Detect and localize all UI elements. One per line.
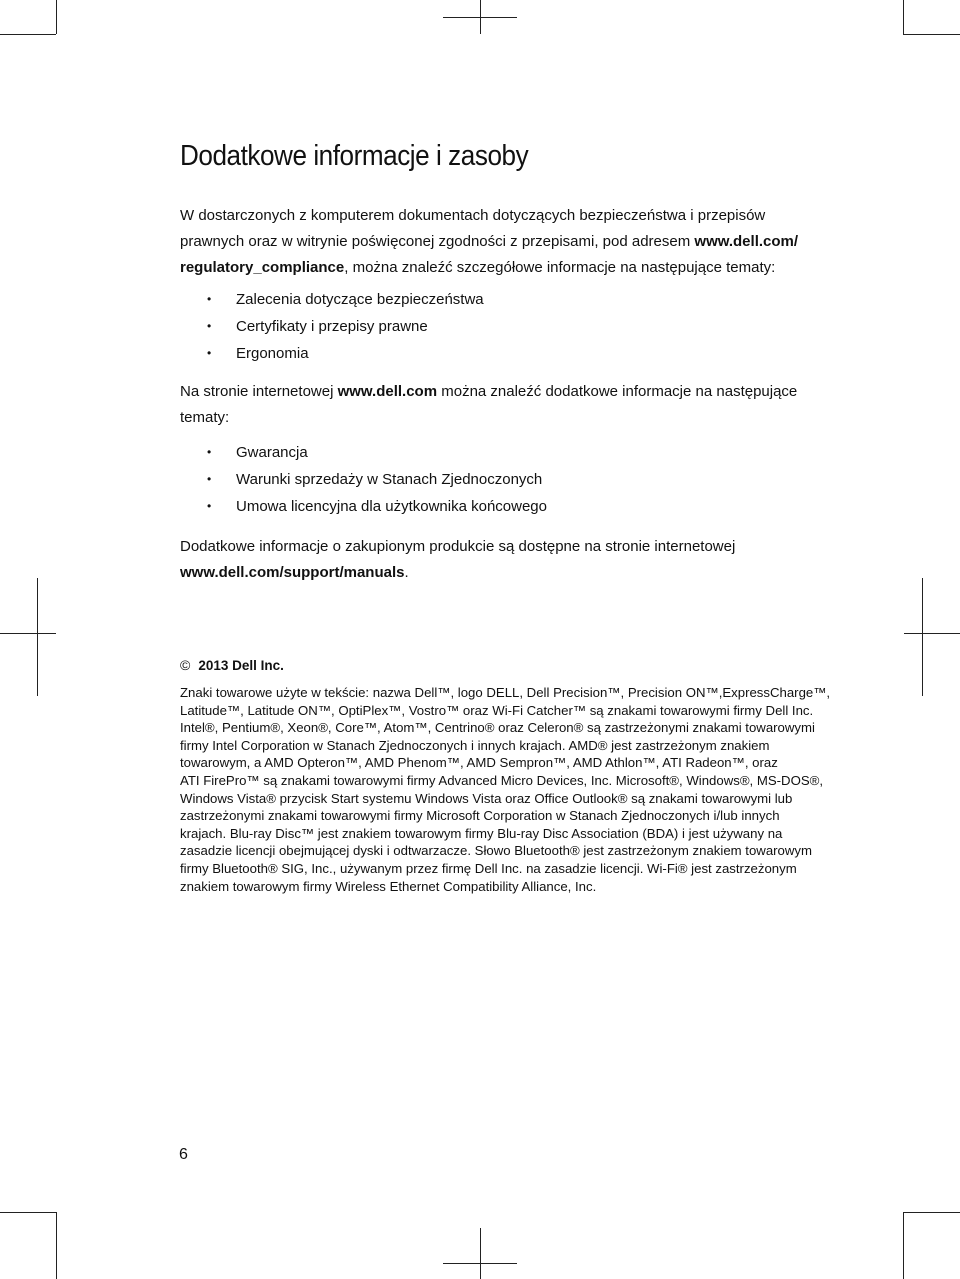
crop-mark <box>443 1263 517 1264</box>
crop-mark <box>0 1212 56 1213</box>
crop-mark <box>903 0 904 34</box>
paragraph-line: Dodatkowe informacje o zakupionym produkcie są dostępne na stronie internetowej <box>180 538 736 555</box>
intro-line: prawnych oraz w witrynie poświęconej zgodności z przepisami, pod adresem www.dell.com/ <box>180 233 799 250</box>
list-item: • Gwarancja <box>0 439 700 466</box>
list-item: • Umowa licencyjna dla użytkownika końcowego <box>0 493 700 520</box>
crop-mark <box>903 1212 904 1279</box>
crop-mark <box>480 1228 481 1279</box>
crop-mark <box>903 1212 960 1213</box>
list-item: • Warunki sprzedaży w Stanach Zjednoczonych <box>0 466 700 493</box>
intro-paragraph <box>180 203 820 281</box>
crop-mark <box>922 578 923 696</box>
intro-line: regulatory_compliance, można znaleźć szczegółowe informacje na następujące tematy: <box>180 259 776 276</box>
trademark-line: zasadzie licencji obejmującej dyski i odtwarzacze. Słowo Bluetooth® jest zastrzeżonym znakiem towarowym <box>180 843 812 859</box>
manuals-link[interactable]: www.dell.com/support/manuals <box>180 564 405 581</box>
copyright-icon: © <box>180 657 191 673</box>
trademark-line: ATI FirePro™ są znakami towarowymi firmy Advanced Micro Devices, Inc. Microsoft®, Windows®, MS-DOS®, <box>180 772 823 788</box>
trademark-line: krajach. Blu-ray Disc™ jest znakiem towarowym firmy Blu-ray Disc Association (BDA) i jest używany na <box>180 825 783 841</box>
bullet-icon: • <box>207 346 212 360</box>
trademark-line: towarowym, a AMD Opteron™, AMD Phenom™, AMD Sempron™, AMD Athlon™, ATI Radeon™, oraz <box>180 755 778 771</box>
crop-mark <box>903 34 960 35</box>
copyright-text: 2013 Dell Inc. <box>198 658 284 673</box>
dell-site-paragraph <box>180 379 820 431</box>
regulatory-link[interactable]: regulatory_compliance <box>180 259 345 276</box>
copyright <box>180 657 284 673</box>
bullet-icon: • <box>207 499 212 513</box>
trademark-line: firmy Intel Corporation w Stanach Zjednoczonych i innych krajach. AMD® jest zastrzeżonym znakiem <box>180 737 770 753</box>
list-item: • Zalecenia dotyczące bezpieczeństwa <box>0 286 700 313</box>
trademark-line: Latitude™, Latitude ON™, OptiPlex™, Vostro™ oraz Wi-Fi Catcher™ są znakami towarowymi firmy Dell Inc. <box>180 702 814 718</box>
bullet-icon: • <box>207 319 212 333</box>
topics-list <box>0 286 700 367</box>
paragraph-line: Na stronie internetowej www.dell.com można znaleźć dodatkowe informacje na następujące <box>180 383 798 400</box>
trademark-line: firmy Bluetooth® SIG, Inc., używanym przez firmę Dell Inc. na zasadzie licencji. Wi-Fi® jest zastrzeżonym <box>180 860 797 876</box>
crop-mark <box>0 34 56 35</box>
trademark-line: Windows Vista® przycisk Start systemu Windows Vista oraz Office Outlook® są znakami towarowymi lub <box>180 790 793 806</box>
trademark-line: Intel®, Pentium®, Xeon®, Core™, Atom™, Centrino® oraz Celeron® są zastrzeżonymi znakami towarowymi <box>180 720 815 736</box>
paragraph-line: tematy: <box>180 409 230 426</box>
crop-mark <box>37 578 38 696</box>
crop-mark <box>56 1212 57 1279</box>
trademark-line: zastrzeżonymi znakami towarowymi firmy Microsoft Corporation w Stanach Zjednoczonych i/lub innych <box>180 808 780 824</box>
crop-mark <box>904 633 960 634</box>
crop-mark <box>56 0 57 34</box>
page-title: Dodatkowe informacje i zasoby <box>180 140 529 172</box>
trademarks-notice <box>180 684 830 895</box>
intro-line: W dostarczonych z komputerem dokumentach dotyczących bezpieczeństwa i przepisów <box>180 207 766 224</box>
regulatory-link[interactable]: www.dell.com/ <box>694 233 799 250</box>
manuals-paragraph <box>180 534 820 586</box>
trademark-line: znakiem towarowym firmy Wireless Ethernet Compatibility Alliance, Inc. <box>180 878 597 894</box>
dell-link[interactable]: www.dell.com <box>337 383 438 400</box>
trademark-line: Znaki towarowe użyte w tekście: nazwa Dell™, logo DELL, Dell Precision™, Precision ON™,ExpressCharge™, <box>180 685 831 700</box>
page-number: 6 <box>179 1146 188 1163</box>
bullet-icon: • <box>207 292 212 306</box>
list-item: • Ergonomia <box>0 340 700 367</box>
crop-mark <box>0 633 56 634</box>
paragraph-line: www.dell.com/support/manuals. <box>180 564 409 581</box>
bullet-icon: • <box>207 472 212 486</box>
bullet-icon: • <box>207 445 212 459</box>
topics-list-2 <box>0 439 700 520</box>
crop-mark <box>443 17 517 18</box>
list-item: • Certyfikaty i przepisy prawne <box>0 313 700 340</box>
